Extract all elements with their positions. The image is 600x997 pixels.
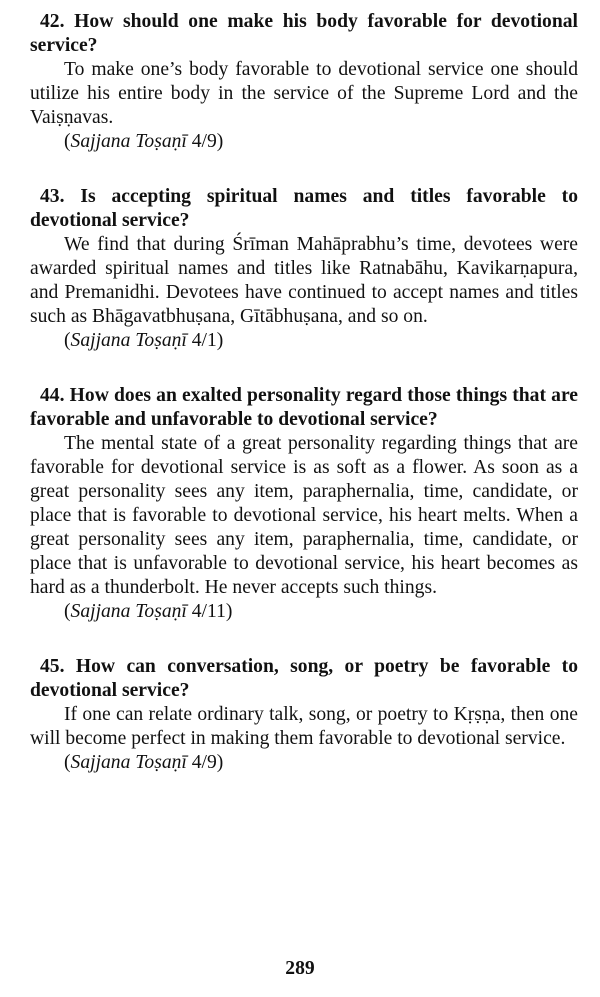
qa-section-44	[30, 384, 578, 624]
answer-paragraph: To make one’s body favorable to devotional service one should utilize his entire body in the service of the Supreme Lord and the Vaiṣṇavas.	[30, 59, 578, 128]
citation-ref: 4/9)	[186, 752, 224, 773]
qa-section-42	[30, 10, 578, 154]
question-heading: 42. How should one make his body favorable for devotional service?	[30, 11, 578, 56]
citation-open: (	[64, 330, 71, 351]
page-number: 289	[285, 958, 315, 979]
citation-ref: 4/9)	[186, 131, 224, 152]
citation-open: (	[64, 601, 71, 622]
citation-source: Sajjana Toṣaṇī	[70, 601, 187, 622]
citation	[30, 130, 578, 154]
question-heading: 44. How does an exalted personality regard those things that are favorable and unfavorable to devotional service?	[30, 385, 578, 430]
citation-source: Sajjana Toṣaṇī	[70, 330, 187, 351]
citation-ref: 4/11)	[186, 601, 233, 622]
citation	[30, 751, 578, 775]
answer-paragraph: If one can relate ordinary talk, song, or poetry to Kṛṣṇa, then one will become perfect in making them favorable to devotional service.	[30, 704, 578, 749]
citation-open: (	[64, 752, 71, 773]
citation-source: Sajjana Toṣaṇī	[70, 752, 187, 773]
citation-open: (	[64, 131, 71, 152]
answer-paragraph: The mental state of a great personality regarding things that are favorable for devotional service is as soft as a flower. As soon as a great personality sees any item, paraphernalia, time, candidate, or place that is favorable to devotional service, his heart melts. When a great personality sees any item, paraphernalia, time, candidate, or place that is unfavorable to devotional service, his heart becomes as hard as a thunderbolt. He never accepts such things.	[30, 433, 578, 598]
page-content	[30, 10, 578, 806]
citation	[30, 600, 578, 624]
question-heading: 45. How can conversation, song, or poetry be favorable to devotional service?	[30, 656, 578, 701]
citation-ref: 4/1)	[186, 330, 224, 351]
citation	[30, 329, 578, 353]
citation-source: Sajjana Toṣaṇī	[70, 131, 187, 152]
qa-section-43	[30, 185, 578, 353]
qa-section-45	[30, 655, 578, 775]
answer-paragraph: We find that during Śrīman Mahāprabhu’s time, devotees were awarded spiritual names and titles like Ratnabāhu, Kavikarṇapura, and Premanidhi. Devotees have continued to accept names and titles such as Bhāgavatbhuṣana, Gītābhuṣana, and so on.	[30, 234, 578, 327]
question-heading: 43. Is accepting spiritual names and titles favorable to devotional service?	[30, 186, 578, 231]
